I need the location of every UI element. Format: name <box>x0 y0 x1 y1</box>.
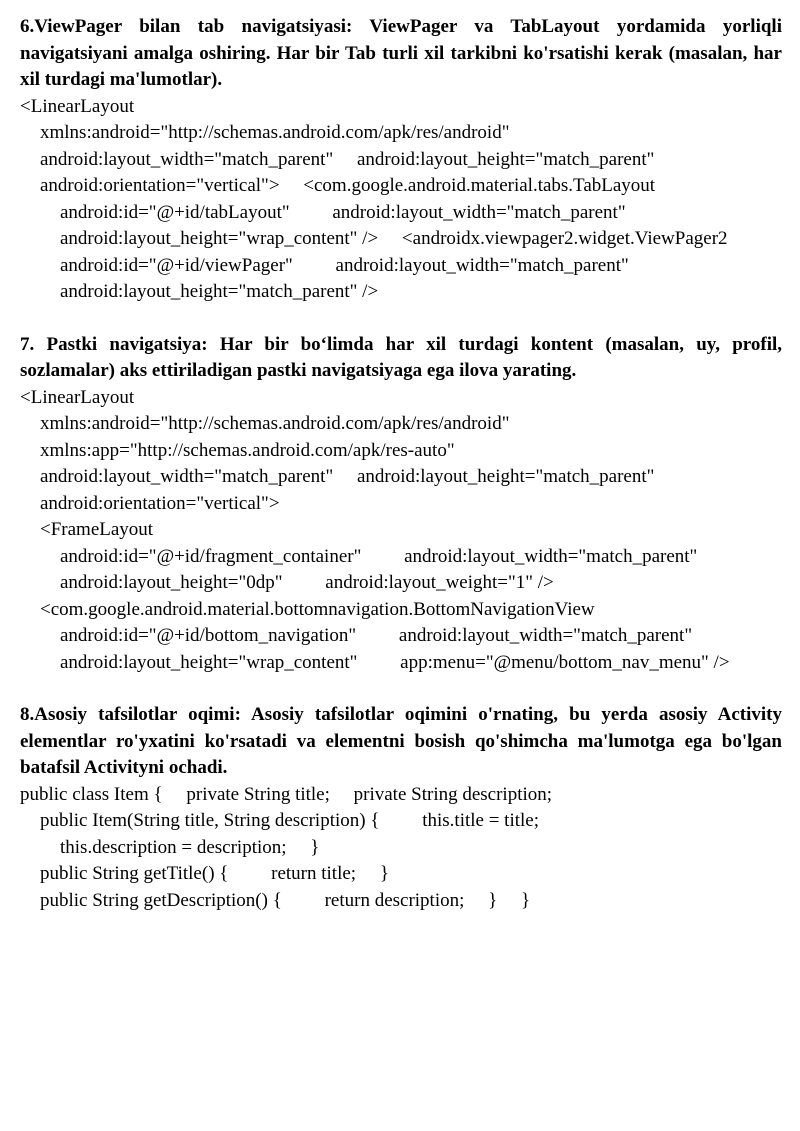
code-line: xmlns:android="http://schemas.android.com/apk/res/android" <box>40 413 510 434</box>
code-line: xmlns:app="http://schemas.android.com/apk/res-auto" <box>40 439 455 461</box>
code-line: android:orientation="vertical"> <box>40 492 280 514</box>
code-line: android:layout_height="0dp" android:layout_weight="1" /> <box>60 572 554 593</box>
code-line: <FrameLayout <box>40 519 154 540</box>
section-7 <box>20 332 782 677</box>
section-heading: 7. Pastki navigatsiya: Har bir bo‘limda har xil turdagi kontent (masalan, uy, profil, sozlamalar) aks ettiriladigan pastki navigatsiyaga ega ilova yarating. <box>20 333 782 381</box>
code-line: android:layout_width="match_parent" android:layout_height="match_parent" <box>40 466 655 487</box>
code-line: android:layout_height="wrap_content" app:menu="@menu/bottom_nav_menu" /> <box>60 651 730 673</box>
code-line: android:id="@+id/bottom_navigation" android:layout_width="match_parent" <box>60 625 693 646</box>
code-line: public Item(String title, String description) { this.title = title; <box>40 810 540 831</box>
section-8 <box>20 702 782 914</box>
section-6 <box>20 14 782 306</box>
code-line: public class Item { private String title; private String description; <box>20 783 553 805</box>
code-line: <LinearLayout <box>20 95 135 117</box>
code-line: android:layout_height="wrap_content" /> <androidx.viewpager2.widget.ViewPager2 <box>60 228 728 249</box>
code-line: android:layout_height="match_parent" /> <box>60 281 379 302</box>
code-line: this.description = description; } <box>60 836 320 858</box>
code-line: xmlns:android="http://schemas.android.com/apk/res/android" <box>40 122 510 143</box>
section-heading: 6.ViewPager bilan tab navigatsiyasi: ViewPager va TabLayout yordamida yorliqli navigatsiyani amalga oshiring. Har bir Tab turli xil tarkibni ko'rsatishi kerak (masalan, har xil turdagi ma'lumotlar). <box>20 16 782 90</box>
code-line: public String getTitle() { return title; } <box>40 863 389 884</box>
code-line: android:id="@+id/viewPager" android:layout_width="match_parent" <box>60 254 629 276</box>
code-line: android:id="@+id/tabLayout" android:layout_width="match_parent" <box>60 201 626 223</box>
code-line: <LinearLayout <box>20 386 135 408</box>
document-page <box>20 14 782 914</box>
code-line: public String getDescription() { return description; } } <box>40 889 531 911</box>
code-line: android:id="@+id/fragment_container" android:layout_width="match_parent" <box>60 545 698 567</box>
code-line: <com.google.android.material.bottomnavigation.BottomNavigationView <box>40 598 595 620</box>
code-line: android:layout_width="match_parent" android:layout_height="match_parent" <box>40 148 655 170</box>
section-heading: 8.Asosiy tafsilotlar oqimi: Asosiy tafsilotlar oqimini o'rnating, bu yerda asosiy Activity elementlar ro'yxatini ko'rsatadi va elementni bosish qo'shimcha ma'lumotga ega bo'lgan batafsil Activityni ochadi. <box>20 704 782 778</box>
code-line: android:orientation="vertical"> <com.google.android.material.tabs.TabLayout <box>40 175 656 196</box>
